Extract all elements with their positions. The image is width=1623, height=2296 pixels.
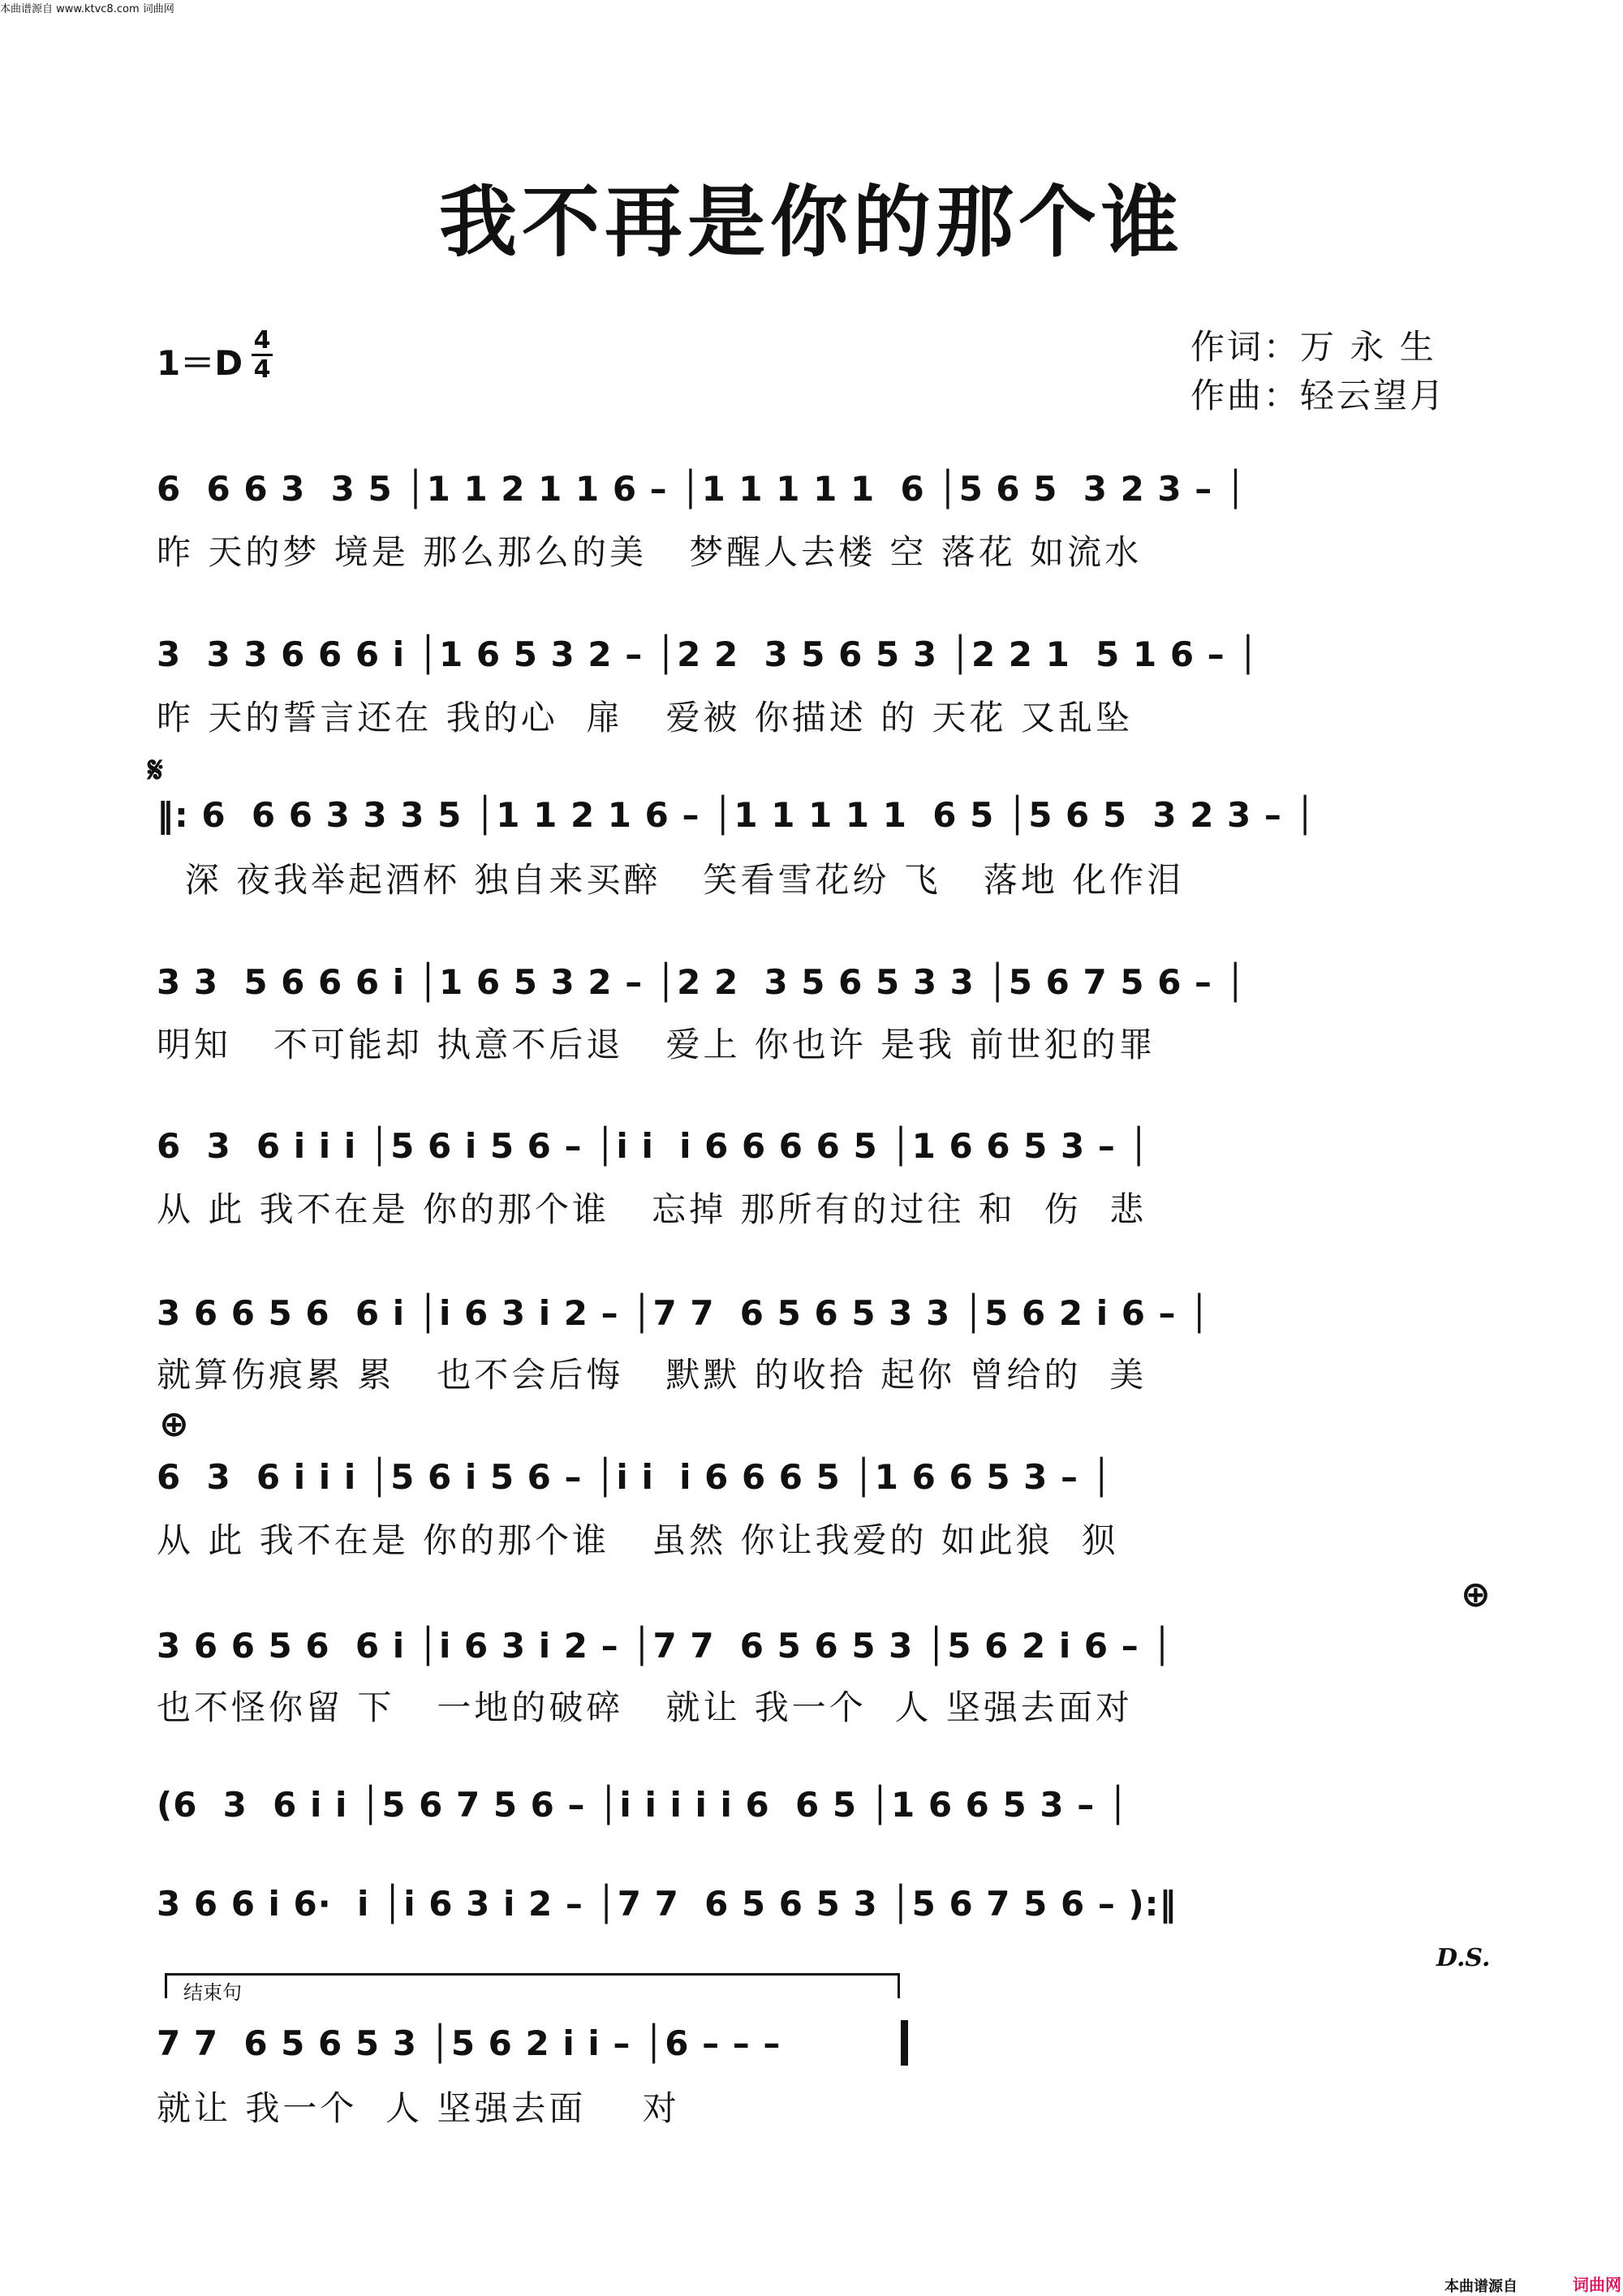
final-barline [901,2020,908,2066]
lyric-line-1: 昨 天的梦 境是 那么那么的美 梦醒人去楼 空 落花 如流水 [157,532,1143,572]
coda-sign-jump: ⊕ [1461,1574,1491,1615]
song-title: 我不再是你的那个谁 [439,176,1184,268]
lyric-line-3: 深 夜我举起酒杯 独自来买醉 笑看雪花纷 飞 落地 化作泪 [157,860,1185,900]
lyric-line-2: 昨 天的誓言还在 我的心 扉 爱被 你描述 的 天花 又乱坠 [157,698,1133,737]
notation-line-1: 6 6 6 3 3 5 │1 1 2 1 1 6 – │1 1 1 1 1 6 │5 6 5 3 2 3 – │ [157,469,1247,509]
footer-logo: 词曲网 [1573,2275,1621,2294]
credits [1190,323,1446,420]
notation-ending: 7 7 6 5 6 5 3 │5 6 2 i i – │6 – – – [157,2023,781,2063]
lyric-line-7: 从 此 我不在是 你的那个谁 虽然 你让我爱的 如此狼 狈 [157,1520,1119,1560]
time-signature [252,327,273,383]
segno-sign: 𝄋 [148,750,163,791]
time-signature-top: 4 [253,326,271,355]
lyric-line-4: 明知 不可能却 执意不后退 爱上 你也许 是我 前世犯的罪 [157,1025,1156,1064]
lyric-line-6: 就算伤痕累 累 也不会后悔 默默 的收拾 起你 曾给的 美 [157,1355,1147,1395]
notation-line-9: (6 3 6 i i │5 6 7 5 6 – │i i i i i 6 6 5 │1 6 6 5 3 – │ [157,1785,1130,1825]
coda-sign: ⊕ [159,1404,189,1445]
lyric-line-8: 也不怪你留 下 一地的破碎 就让 我一个 人 坚强去面对 [157,1688,1133,1727]
ending-label: 结束句 [183,1981,242,2004]
lyricist-credit: 作词：万 永 生 [1190,327,1436,367]
source-header: 本曲谱源自 www.ktvc8.com 词曲网 [0,3,174,15]
notation-line-8: 3 6 6 5 6 6 i │i 6 3 i 2 – │7 7 6 5 6 5 3 │5 6 2 i 6 – │ [157,1626,1173,1666]
lyric-ending: 就让 我一个 人 坚强去面 对 [157,2088,680,2128]
composer-credit: 作曲：轻云望月 [1190,376,1447,415]
time-signature-bottom: 4 [253,355,271,384]
notation-line-2: 3 3 3 6 6 6 i │1 6 5 3 2 – │2 2 3 5 6 5 3 │2 2 1 5 1 6 – │ [157,634,1259,674]
notation-line-5: 6 3 6 i i i │5 6 i 5 6 – │i i i 6 6 6 6 5 │1 6 6 5 3 – │ [157,1126,1150,1166]
dal-segno-mark: D.S. [1436,1944,1491,1972]
ending-bracket [165,1973,900,1998]
notation-line-7: 6 3 6 i i i │5 6 i 5 6 – │i i i 6 6 6 5 │1 6 6 5 3 – │ [157,1457,1113,1497]
notation-line-3: ‖: 6 6 6 3 3 3 5 │1 1 2 1 6 – │1 1 1 1 1 6 5 │5 6 5 3 2 3 – │ [157,795,1316,835]
key-signature: 1＝D [157,343,243,383]
lyric-line-5: 从 此 我不在是 你的那个谁 忘掉 那所有的过往 和 伤 悲 [157,1189,1147,1229]
notation-line-10: 3 6 6 i 6· i │i 6 3 i 2 – │7 7 6 5 6 5 3 │5 6 7 5 6 – ):‖ [157,1884,1177,1924]
footer-brand: 本曲谱源自 [1444,2278,1518,2295]
notation-line-6: 3 6 6 5 6 6 i │i 6 3 i 2 – │7 7 6 5 6 5 3 3 │5 6 2 i 6 – │ [157,1293,1211,1333]
notation-line-4: 3 3 5 6 6 6 i │1 6 5 3 2 – │2 2 3 5 6 5 3 3 │5 6 7 5 6 – │ [157,962,1246,1002]
